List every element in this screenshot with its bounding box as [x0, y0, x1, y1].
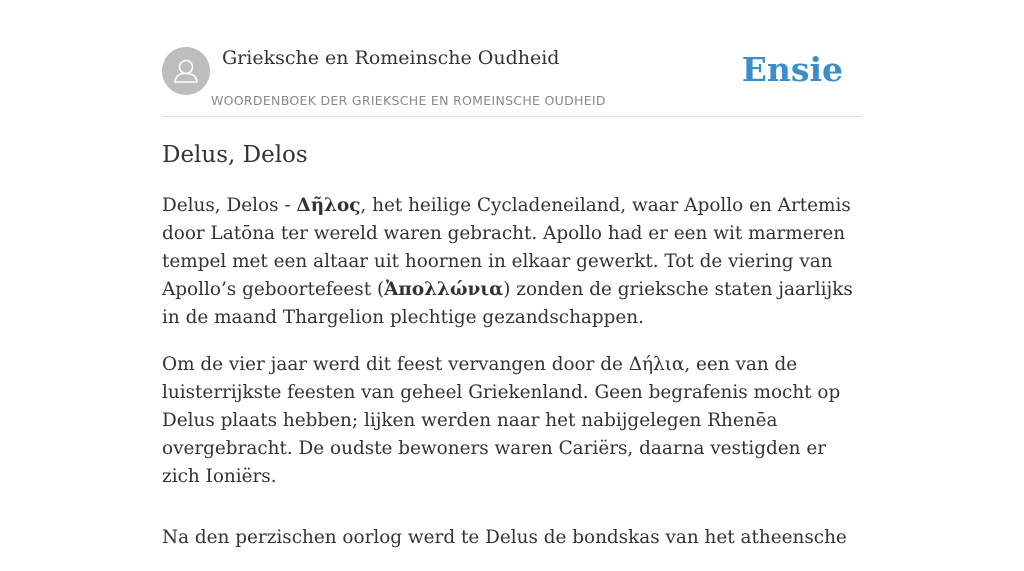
paragraph-3: Na den perzischen oorlog werd te Delus de bondskas van het atheensche — [162, 527, 847, 548]
user-icon — [162, 47, 210, 95]
paragraph-1-text-a: Delus, Delos - — [162, 195, 297, 216]
paragraph-1-text-b: , het heilige Cycladeneiland, waar Apollo en Artemis door Latōna ter wereld waren gebracht. Apollo had er een wit marmeren tempel met een altaar uit hoornen in elkaar gewerkt. Tot de viering van Apollo’s geboortefeest ( — [162, 195, 851, 300]
avatar[interactable] — [162, 47, 210, 95]
dictionary-subtitle[interactable]: WOORDENBOEK DER GRIEKSCHE EN ROMEINSCHE OUDHEID — [211, 93, 606, 108]
header — [162, 46, 862, 117]
ensie-logo[interactable]: Ensie — [741, 50, 843, 89]
greek-term-delos: Δῆλος — [296, 195, 361, 216]
article-body — [162, 192, 867, 571]
paragraph-2: Om de vier jaar werd dit feest vervangen door de Δήλια, een van de luisterrijkste feesten van geheel Griekenland. Geen begrafenis mocht op Delus plaats hebben; lijken werden naar het nabijgelegen Rhenēa overgebracht. De oudste bewoners waren Cariërs, daarna vestigden er zich Ioniërs. — [162, 354, 841, 487]
author-name[interactable]: Grieksche en Romeinsche Oudheid — [222, 47, 560, 69]
paragraph-1 — [162, 192, 867, 332]
page-title: Delus, Delos — [162, 142, 308, 168]
greek-term-apollonia: Ἀπολλώνια — [384, 279, 504, 300]
paragraph-1-text-c: ) zonden de grieksche staten jaarlijks in de maand Thargelion plechtige gezandschappen. — [162, 279, 853, 328]
